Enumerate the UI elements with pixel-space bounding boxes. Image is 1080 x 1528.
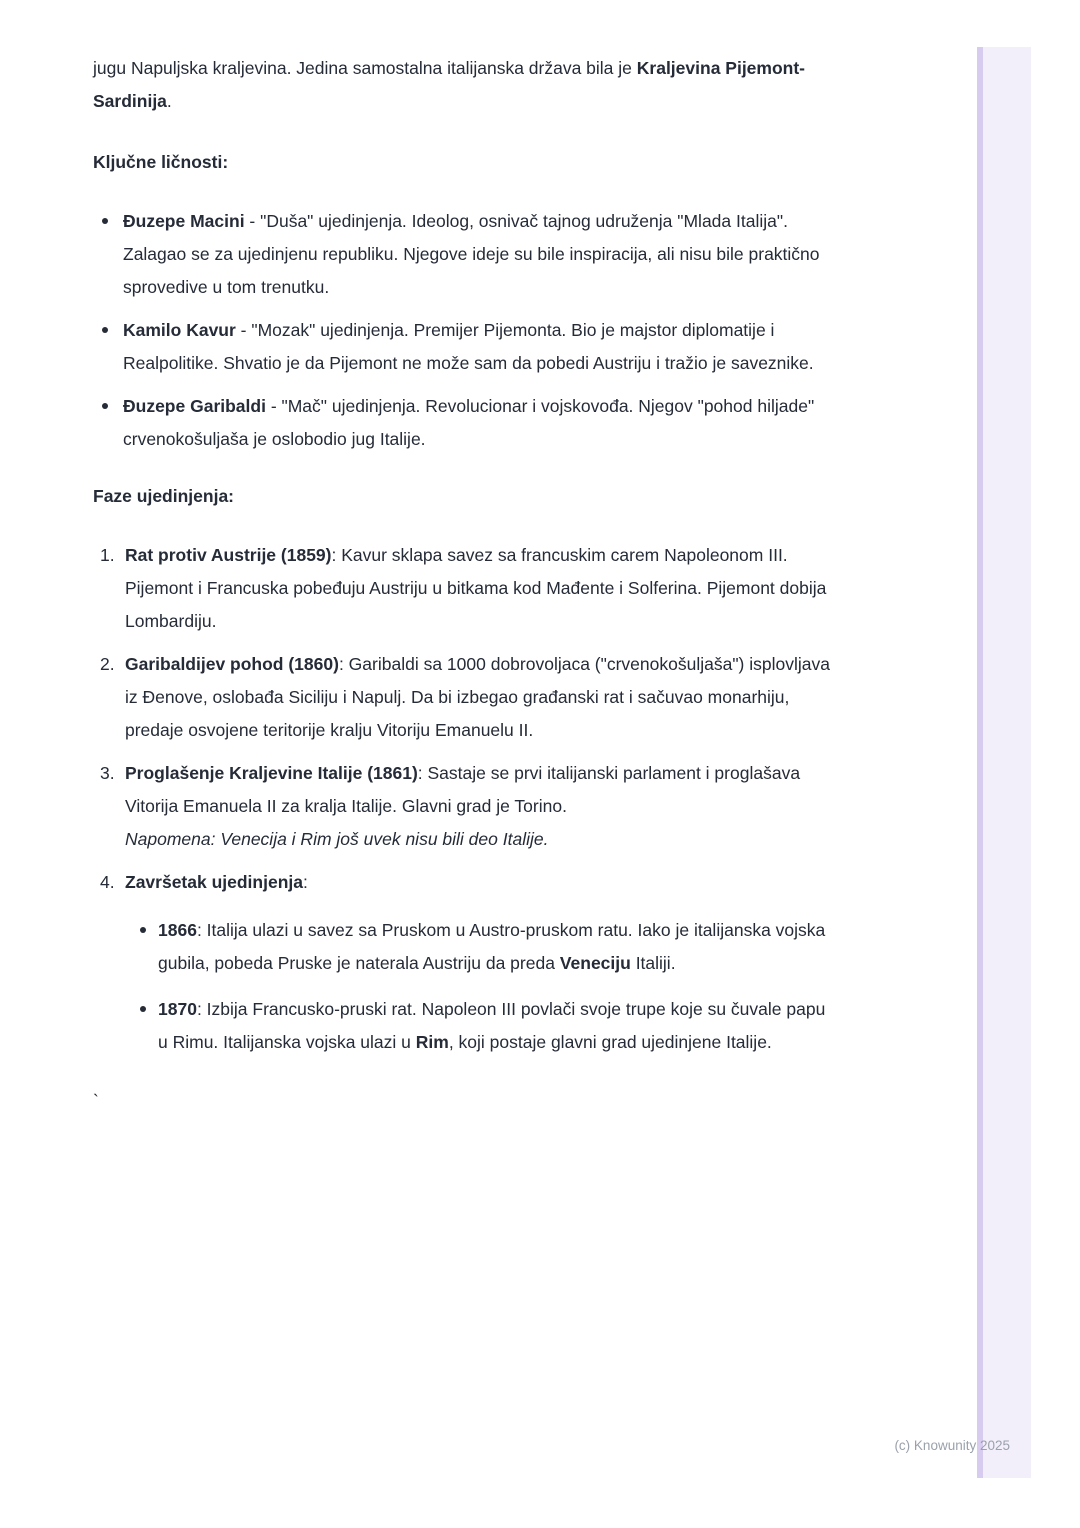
bullet-icon <box>102 218 108 224</box>
bullet-icon <box>140 927 146 933</box>
figure-description: - "Duša" ujedinjenja. Ideolog, osnivač tajnog udruženja "Mlada Italija". Zalagao se za ujedinjenu republiku. Njegove ideje su bile inspiracija, ali nisu bile praktično sprovedive u tom trenutku. <box>123 211 820 297</box>
list-item-macini <box>93 205 833 304</box>
completion-sub-list <box>140 914 833 1059</box>
phase-description: : <box>303 872 308 892</box>
sub-item-year: 1866 <box>158 920 197 940</box>
phase-item-1861 <box>93 757 833 856</box>
phase-title: Garibaldijev pohod (1860) <box>125 654 339 674</box>
sub-item-bold-rome: Rim <box>415 1032 449 1052</box>
intro-text-before: jugu Napuljska kraljevina. Jedina samostalna italijanska država bila je <box>93 58 637 78</box>
stray-backtick-character: ` <box>93 1091 99 1111</box>
phases-list <box>93 539 833 1059</box>
bullet-icon <box>102 403 108 409</box>
figure-name: Đuzepe Macini <box>123 211 245 231</box>
list-item-garibaldi <box>93 390 833 456</box>
phase-item-completion <box>93 866 833 1059</box>
phase-title: Rat protiv Austrije (1859) <box>125 545 332 565</box>
phases-heading: Faze ujedinjenja: <box>93 486 234 506</box>
phase-item-1859 <box>93 539 833 638</box>
phase-title: Proglašenje Kraljevine Italije (1861) <box>125 763 418 783</box>
figure-description: - "Mač" ujedinjenja. Revolucionar i vojskovođa. Njegov "pohod hiljade" crvenokošuljaša je oslobodio jug Italije. <box>123 396 815 449</box>
figure-description: - "Mozak" ujedinjenja. Premijer Pijemonta. Bio je majstor diplomatije i Realpolitike. Shvatio je da Pijemont ne može sam da pobedi Austriju i tražio je saveznike. <box>123 320 814 373</box>
list-number: 3. <box>100 763 115 783</box>
key-figures-list <box>93 205 833 456</box>
bullet-icon <box>140 1006 146 1012</box>
phase-note-italic: Napomena: Venecija i Rim još uvek nisu bili deo Italije. <box>125 829 549 849</box>
phase-description: : Kavur sklapa savez sa francuskim carem Napoleonom III. Pijemont i Francuska pobeđuju Austriju u bitkama kod Mađente i Solferina. Pijemont dobija Lombardiju. <box>125 545 827 631</box>
intro-text-after: . <box>166 91 172 111</box>
phase-item-1860 <box>93 648 833 747</box>
sub-item-year: 1870 <box>158 999 197 1019</box>
phase-description: : Garibaldi sa 1000 dobrovoljaca ("crvenokošuljaša") isplovljava iz Đenove, oslobađa Siciliju i Napulj. Da bi izbegao građanski rat i sačuvao monarhiju, predaje osvojene teritorije kralju Vitoriju Emanuelu II. <box>125 654 830 740</box>
document-content <box>93 52 833 1118</box>
sub-item-1870 <box>140 993 833 1059</box>
list-number: 2. <box>100 654 115 674</box>
knowunity-watermark: (c) Knowunity 2025 <box>894 1438 1010 1453</box>
sub-item-text: Italiji. <box>630 953 676 973</box>
key-figures-heading: Ključne ličnosti: <box>93 152 229 172</box>
list-item-kavur <box>93 314 833 380</box>
phase-title: Završetak ujedinjenja <box>125 872 303 892</box>
lavender-margin-stripe <box>977 47 1031 1478</box>
intro-bold-kingdom: Kraljevina Pijemont-Sardinija <box>93 58 806 111</box>
sub-item-text: , koji postaje glavni grad ujedinjene Italije. <box>448 1032 772 1052</box>
sub-item-1866 <box>140 914 833 980</box>
figure-name: Đuzepe Garibaldi <box>123 396 266 416</box>
bullet-icon <box>102 327 108 333</box>
sub-item-text: : Izbija Francusko-pruski rat. Napoleon III povlači svoje trupe koje su čuvale papu u Rimu. Italijanska vojska ulazi u <box>158 999 826 1052</box>
intro-paragraph <box>93 52 833 118</box>
list-number: 1. <box>100 545 115 565</box>
list-number: 4. <box>100 872 115 892</box>
phase-description: : Sastaje se prvi italijanski parlament i proglašava Vitorija Emanuela II za kralja Italije. Glavni grad je Torino. <box>125 763 801 816</box>
figure-name: Kamilo Kavur <box>123 320 236 340</box>
sub-item-text: : Italija ulazi u savez sa Pruskom u Austro-pruskom ratu. Iako je italijanska vojska gubila, pobeda Pruske je naterala Austriju da preda <box>158 920 826 973</box>
sub-item-bold-venice: Veneciju <box>559 953 631 973</box>
